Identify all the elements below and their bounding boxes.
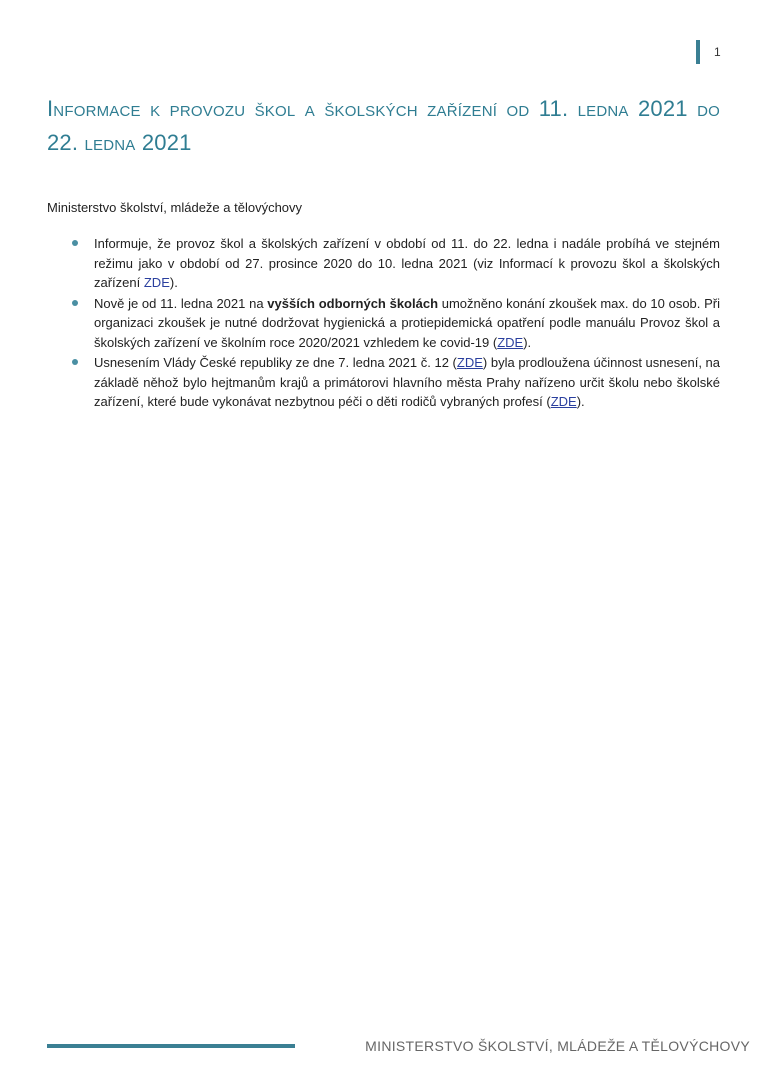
bullet-text: Nově je od 11. ledna 2021 na	[94, 295, 268, 311]
bullet-list	[47, 234, 720, 413]
bullet-icon	[72, 240, 78, 246]
bullet-text: ).	[169, 275, 178, 290]
zde-link[interactable]: ZDE	[456, 355, 483, 370]
bullet-text: Usnesením Vlády České republiky ze dne 7. ledna 2021 č. 12 (	[94, 355, 457, 370]
footer-ministry-name: MINISTERSTVO ŠKOLSTVÍ, MLÁDEŽE A TĚLOVÝCHOVY	[365, 1038, 750, 1054]
footer-line	[47, 1044, 295, 1048]
list-item	[47, 294, 720, 353]
bullet-text: ) byla prodloužena účinnost usnesení, na základě něhož bylo hejtmanům krajů a primátorovi hlavního města Prahy nařízeno určit školu nebo školské zařízení, které bude vykonávat nezbytnou péči o děti rodičů vybraných profesí (	[94, 355, 721, 409]
bullet-icon	[72, 300, 78, 306]
zde-link[interactable]: ZDE	[143, 275, 170, 290]
page-number: 1	[714, 45, 721, 59]
list-item	[47, 234, 720, 293]
bullet-text: ).	[523, 334, 532, 350]
bold-text: vyšších odborných školách	[267, 295, 439, 311]
bullet-text: umožněno konání zkoušek max. do 10 osob. Při organizaci zkoušek je nutné dodržovat hygienická a protiepidemická opatření podle manuálu Provoz škol a školských zařízení ve školním roce 2020/2021 vzhledem ke covid-19 (	[94, 295, 720, 350]
bullet-text: Informuje, že provoz škol a školských zařízení v období od 11. do 22. ledna i nadále probíhá ve stejném režimu jako v období od 27. prosince 2020 do 10. ledna 2021 (viz Informací k provozu škol a školských zařízení	[94, 236, 720, 290]
bullet-icon	[72, 359, 78, 365]
list-item	[47, 353, 720, 412]
zde-link[interactable]: ZDE	[497, 334, 524, 350]
bullet-text: ).	[576, 394, 585, 409]
page-marker-bar	[696, 40, 700, 64]
document-subtitle: Ministerstvo školství, mládeže a tělovýchovy	[47, 200, 303, 215]
zde-link[interactable]: ZDE	[550, 394, 577, 409]
document-title: Informace k provozu škol a školských zařízení od 11. ledna 2021 do 22. ledna 2021	[47, 96, 720, 155]
